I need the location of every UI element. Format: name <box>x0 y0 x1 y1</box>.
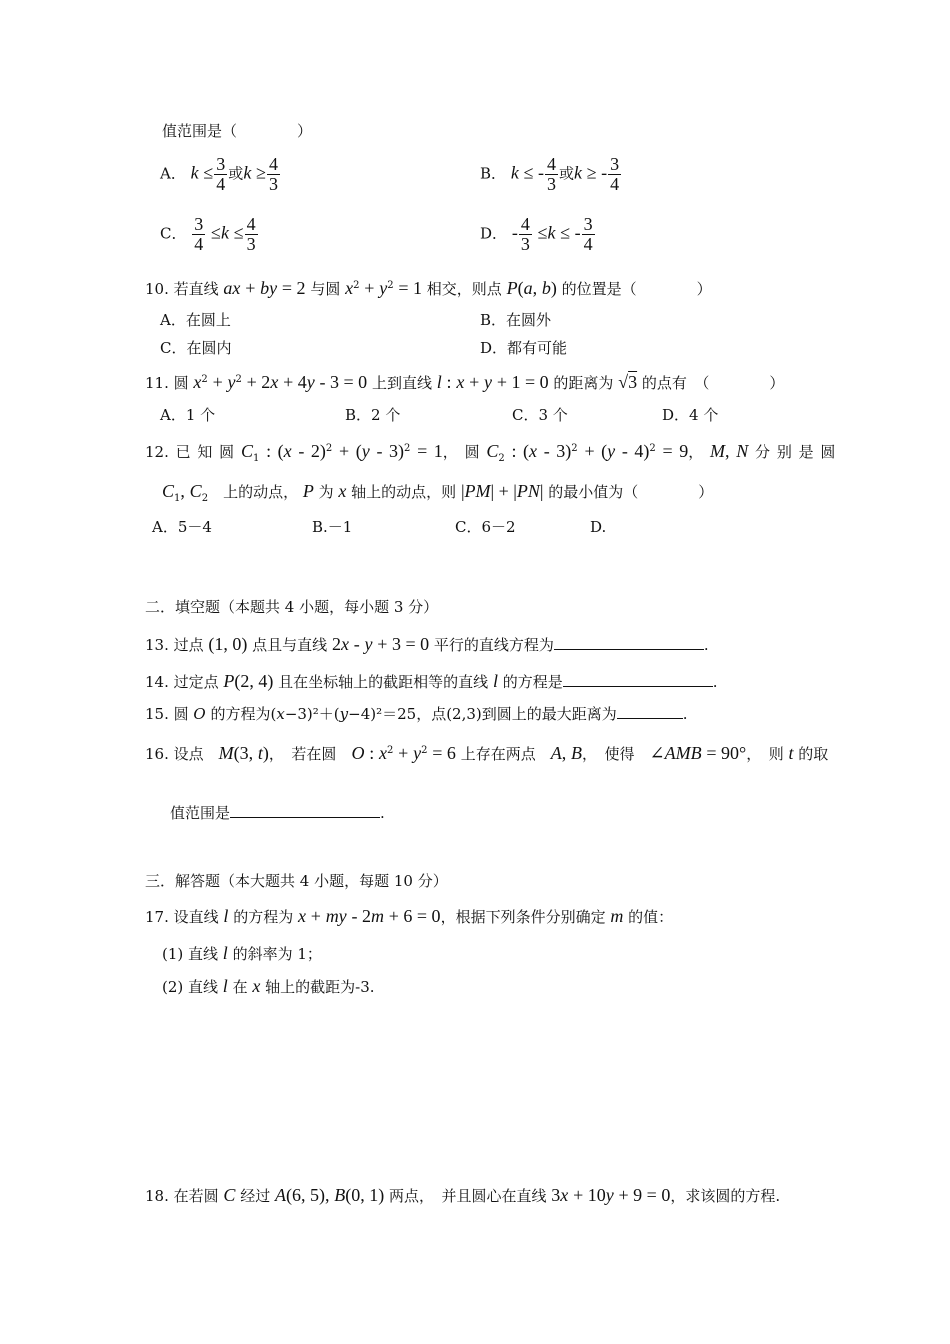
q9-option-a-label: A． <box>160 164 186 183</box>
q11-option-d: D．4 个 <box>662 406 719 424</box>
q10-option-d: D．都有可能 <box>480 339 568 357</box>
q9-stem-tail: 值范围是（ ） <box>162 122 313 140</box>
q11-stem: 11. 圆 $x^2 + y^2 + 2x + 4y - 3 = 0$ 上到直线 l : x + y + 1 = 0 的距离为 √3 的点有 （ ） <box>145 372 785 392</box>
q11-option-a: A．1 个 <box>160 406 216 424</box>
section3-heading: 三．解答题（本大题共 4 小题，每题 10 分） <box>145 872 448 890</box>
q15-stem: 15. 圆 O 的方程为(x−3)²＋(y−4)²＝25，点(2,3)到圆上的最大距离为 . <box>145 705 688 723</box>
q9-option-d: D． - $\frac{4}{3}$ ≤k ≤ - $\frac{3}{4}$ <box>480 214 593 254</box>
q16-stem-line1: 16. 设点 M(3, t)， 若在圆 O : $x^2 + y^2 = 6$ 上存在两点 A, B， 使得 ∠AMB = 90°， 则 t 的取 <box>145 743 829 763</box>
q16-answer-blank[interactable] <box>230 803 380 818</box>
q12-option-c: C．6－2 <box>455 518 516 536</box>
q11-option-c: C．3 个 <box>512 406 568 424</box>
section2-heading: 二．填空题（本题共 4 小题，每小题 3 分） <box>145 598 439 616</box>
q10-option-b: B．在圆外 <box>480 311 552 329</box>
q17-part1: (1) 直线 l 的斜率为 1； <box>162 943 322 963</box>
q12-option-b: B.－1 <box>312 518 353 536</box>
q17-stem: 17. 设直线 l 的方程为 x + my - 2m + 6 = 0，根据下列条件分别确定 m 的值： <box>145 906 674 926</box>
q9-option-b-label: B． <box>480 164 507 183</box>
q10-option-c: C．在圆内 <box>160 339 232 357</box>
q17-part2: (2) 直线 l 在 x 轴上的截距为-3. <box>162 976 375 996</box>
q12-stem-line2: $C_1$, $C_2$ 上的动点， P 为 x 轴上的动点，则 |PM| + |PN| 的最小值为（ ） <box>162 481 714 504</box>
q12-stem-line1: 12. 已 知 圆 $C_1$ : (x - 2)$^2$ + (y - 3)$^2$ = 1， 圆 $C_2$ : (x - 3)$^2$ + (y - 4)$^2$ = 9， M, N 分 别 是 圆 <box>145 441 836 464</box>
q11-option-b: B．2 个 <box>345 406 401 424</box>
q13-answer-blank[interactable] <box>554 635 704 650</box>
q14-stem: 14. 过定点 P(2, 4) 且在坐标轴上的截距相等的直线 l 的方程是 . <box>145 671 718 691</box>
q9-option-b: B． k ≤ - $\frac{4}{3}$ 或k ≥ - $\frac{3}{4}$ <box>480 154 620 194</box>
q10-option-a: A．在圆上 <box>160 311 231 329</box>
q12-option-a: A．5－4 <box>152 518 212 536</box>
q18-stem: 18. 在若圆 C 经过 A(6, 5), B(0, 1) 两点， 并且圆心在直线 3x + 10y + 9 = 0，求该圆的方程. <box>145 1185 781 1205</box>
q12-option-d: D. <box>590 518 607 536</box>
q16-stem-line2: 值范围是 . <box>170 804 385 822</box>
q9-option-c: C． $\frac{3}{4}$ ≤k ≤ $\frac{4}{3}$ <box>160 214 256 254</box>
q10-stem: 10. 若直线 ax + by = 2 与圆 $x^2 + y^2 = 1$ 相交，则点 P(a, b) 的位置是（ ） <box>145 278 712 298</box>
q14-answer-blank[interactable] <box>563 672 713 687</box>
q9-option-c-label: C． <box>160 224 187 243</box>
q9-option-a: A． k ≤ $\frac{3}{4}$ 或k ≥ $\frac{4}{3}$ <box>160 154 278 194</box>
q9-option-d-label: D． <box>480 224 508 243</box>
q15-answer-blank[interactable] <box>617 704 683 719</box>
q13-stem: 13. 过点 (1, 0) 点且与直线 2x - y + 3 = 0 平行的直线方程为 . <box>145 634 709 654</box>
